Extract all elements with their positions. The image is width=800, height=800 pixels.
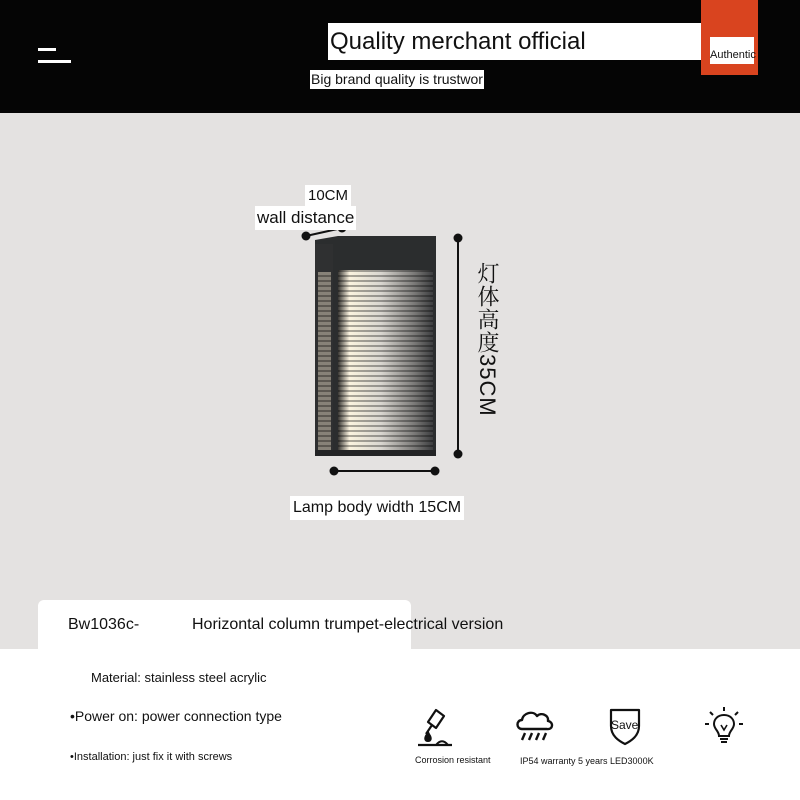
depth-label: 10CM (305, 185, 351, 207)
save-label: Save (611, 718, 639, 732)
wall-distance-label: wall distance (255, 206, 356, 230)
corrosion-caption: Corrosion resistant (415, 755, 491, 765)
spec-installation: •Installation: just fix it with screws (70, 751, 233, 763)
height-dimension-line (454, 234, 463, 459)
banner-title: Quality merchant official (328, 23, 750, 60)
warranty-caption: IP54 warranty 5 years LED3000K (520, 756, 654, 766)
model-name: Horizontal column trumpet-electrical version (192, 616, 504, 633)
model-code: Bw1036c- (68, 616, 140, 633)
light-bulb-icon (704, 706, 744, 748)
height-label: 灯体高度35CM (475, 262, 500, 417)
authentic-badge-label: Authentic (710, 49, 756, 61)
spec-material: Material: stainless steel acrylic (91, 670, 267, 685)
lamp-body (315, 236, 436, 456)
banner-subtitle: Big brand quality is trustwor (311, 71, 483, 87)
width-dimension-line (330, 467, 440, 476)
rain-cloud-icon (513, 707, 555, 743)
acid-drop-icon (414, 706, 456, 748)
spec-power: •Power on: power connection type (70, 708, 282, 724)
width-label: Lamp body width 15CM (290, 496, 464, 520)
